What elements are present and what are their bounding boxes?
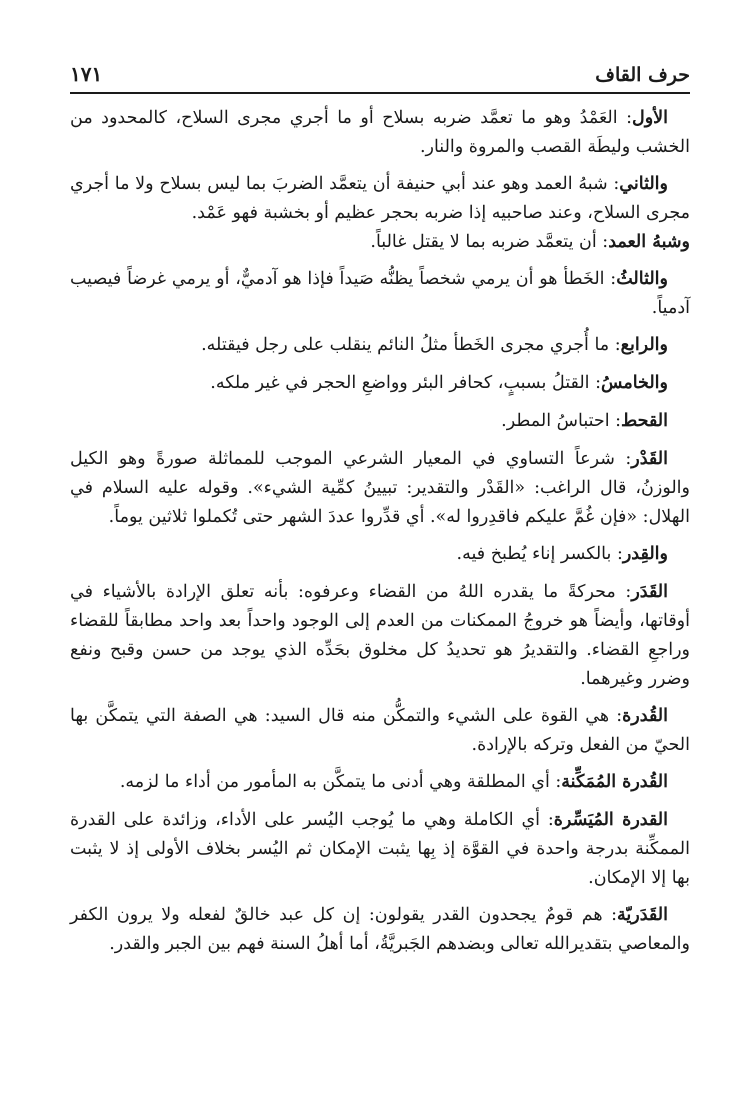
entry-first-murder bbox=[70, 104, 690, 162]
entry-term: القُدرة المُمَكِّنة bbox=[561, 772, 668, 792]
entry-qudra-power bbox=[70, 702, 690, 760]
entry-separator: : bbox=[614, 449, 632, 469]
chapter-title: حرف القاف bbox=[595, 64, 690, 86]
entry-separator: : bbox=[617, 108, 632, 128]
entry-second-murder bbox=[70, 170, 690, 228]
entry-text: بالكسر إناء يُطبخ فيه. bbox=[456, 544, 612, 564]
entry-separator: : bbox=[609, 411, 622, 431]
entry-text: شبهُ العمد وهو عند أبي حنيفة أن يتعمَّد الضربَ بما ليس بسلاح ولا ما أجري مجرى السلاح، وعند صاحبيه إذا ضربه بحجر عظيم أو بخشبة فهو عَمْد. bbox=[70, 174, 690, 223]
entry-third-murder bbox=[70, 265, 690, 323]
entry-fifth-murder bbox=[70, 369, 690, 398]
entry-separator: : bbox=[540, 810, 554, 830]
entry-term: والثالثُ bbox=[616, 269, 668, 289]
entry-term: القُدرة bbox=[622, 706, 668, 726]
entry-text: الخَطأ هو أن يرمي شخصاً يظنُّه صَيداً فإذا هو آدميٌّ، أو يرمي غرضاً فيصيب آدمياً. bbox=[70, 269, 690, 318]
entry-separator: : bbox=[596, 232, 609, 252]
entry-separator: : bbox=[615, 582, 632, 602]
entry-term: والقِدر bbox=[622, 544, 668, 564]
entry-text: ما أُجري مجرى الخَطأ مثلُ النائم ينقلب على رجل فيقتله. bbox=[201, 335, 610, 355]
entry-qadr-measure bbox=[70, 445, 690, 532]
entry-text: هم قومٌ يجحدون القدر يقولون: إن كل عبد خالقٌ لفعله ولا يرون الكفر والمعاصي بتقديرالله تعالى وبضدهم الجَبريَّةُ، أما أهلُ السنة فهم بين الجبر والقدر. bbox=[70, 905, 690, 954]
entry-text: محركةً ما يقدره اللهُ من القضاء وعرفوه: بأنه تعلق الإرادة بالأشياء في أوقاتها، وأيضاً هو خروجُ الممكنات من العدم إلى الوجود واحداً بعد واحد مطابقاً للقضاء وراجعِ القضاء. والتقديرُ هو تحديدُ كل مخلوق بحَدِّه الذي يوجد من حسن وقبح ونفع وضرر وغيرهما. bbox=[70, 582, 690, 689]
page-header bbox=[70, 50, 690, 92]
entry-text: احتباسُ المطر. bbox=[501, 411, 610, 431]
entry-text: أن يتعمَّد ضربه بما لا يقتل غالباً. bbox=[370, 232, 597, 252]
entry-term: القَدَر bbox=[631, 582, 668, 602]
entry-fourth-murder bbox=[70, 331, 690, 360]
entry-separator: : bbox=[607, 174, 620, 194]
entry-text: القتلُ بسببٍ، كحافر البئر وواضعِ الحجر في غير ملكه. bbox=[210, 373, 590, 393]
entry-term: القَدْر bbox=[631, 449, 668, 469]
entry-separator: : bbox=[602, 905, 618, 925]
entry-quasi-deliberate bbox=[70, 228, 690, 257]
entries-list bbox=[70, 104, 690, 959]
entry-separator: : bbox=[609, 335, 621, 355]
page-number: ١٧١ bbox=[70, 62, 103, 86]
book-page bbox=[70, 50, 690, 1050]
entry-separator: : bbox=[604, 269, 617, 289]
entry-text: أي الكاملة وهي ما يُوجب اليُسر على الأداء، وزائدة على القدرة الممكِّنة بدرجة واحدة في القوَّة إذ بِها يثبت الإمكان ثم اليُسر بخلاف الأولى إذ لا يثبت بها إلا الإمكان. bbox=[70, 810, 690, 888]
entry-text: شرعاً التساوي في المعيار الشرعي الموجب للمماثلة صورةً وهو الكيل والوزنُ، قال الراغب: «القَدْر والتقدير: تبيينُ كمِّية الشيء». وقوله عليه السلام في الهلال: «فإن غُمَّ عليكم فاقدِروا له». أي قدِّروا عددَ الشهر حتى تُكملوا ثلاثين يوماً. bbox=[70, 449, 690, 527]
entry-enabling-power bbox=[70, 768, 690, 797]
entry-separator: : bbox=[589, 373, 602, 393]
entry-term: القحط bbox=[621, 411, 668, 431]
entry-qidr-pot bbox=[70, 540, 690, 569]
entry-term: والخامسُ bbox=[601, 373, 668, 393]
entry-text: أي المطلقة وهي أدنى ما يتمكَّن به المأمور من أداء ما لزمه. bbox=[119, 772, 550, 792]
entry-term: القَدَريّة bbox=[617, 905, 668, 925]
entry-qadar-destiny bbox=[70, 578, 690, 694]
entry-separator: : bbox=[549, 772, 562, 792]
entry-separator: : bbox=[609, 706, 623, 726]
entry-term: وشبهُ العمد bbox=[608, 232, 690, 252]
entry-term: القدرة المُيَسِّرة bbox=[553, 810, 668, 830]
entry-qadariyya bbox=[70, 901, 690, 959]
header-rule bbox=[70, 92, 690, 94]
entry-term: والثاني bbox=[619, 174, 668, 194]
entry-drought bbox=[70, 407, 690, 436]
entry-term: والرابع bbox=[620, 335, 668, 355]
entry-term: الأول bbox=[631, 108, 668, 128]
entry-text: هي القوة على الشيء والتمكُّن منه قال السيد: هي الصفة التي يتمكَّن بها الحيّ من الفعل وتركه بالإرادة. bbox=[70, 706, 690, 755]
entry-text: العَمْدُ وهو ما تعمَّد ضربه بسلاح أو ما أجري مجرى السلاح، كالمحدود من الخشب وليطَة القصب والمروة والنار. bbox=[70, 108, 690, 157]
entry-facilitating-power bbox=[70, 806, 690, 893]
entry-separator: : bbox=[611, 544, 623, 564]
